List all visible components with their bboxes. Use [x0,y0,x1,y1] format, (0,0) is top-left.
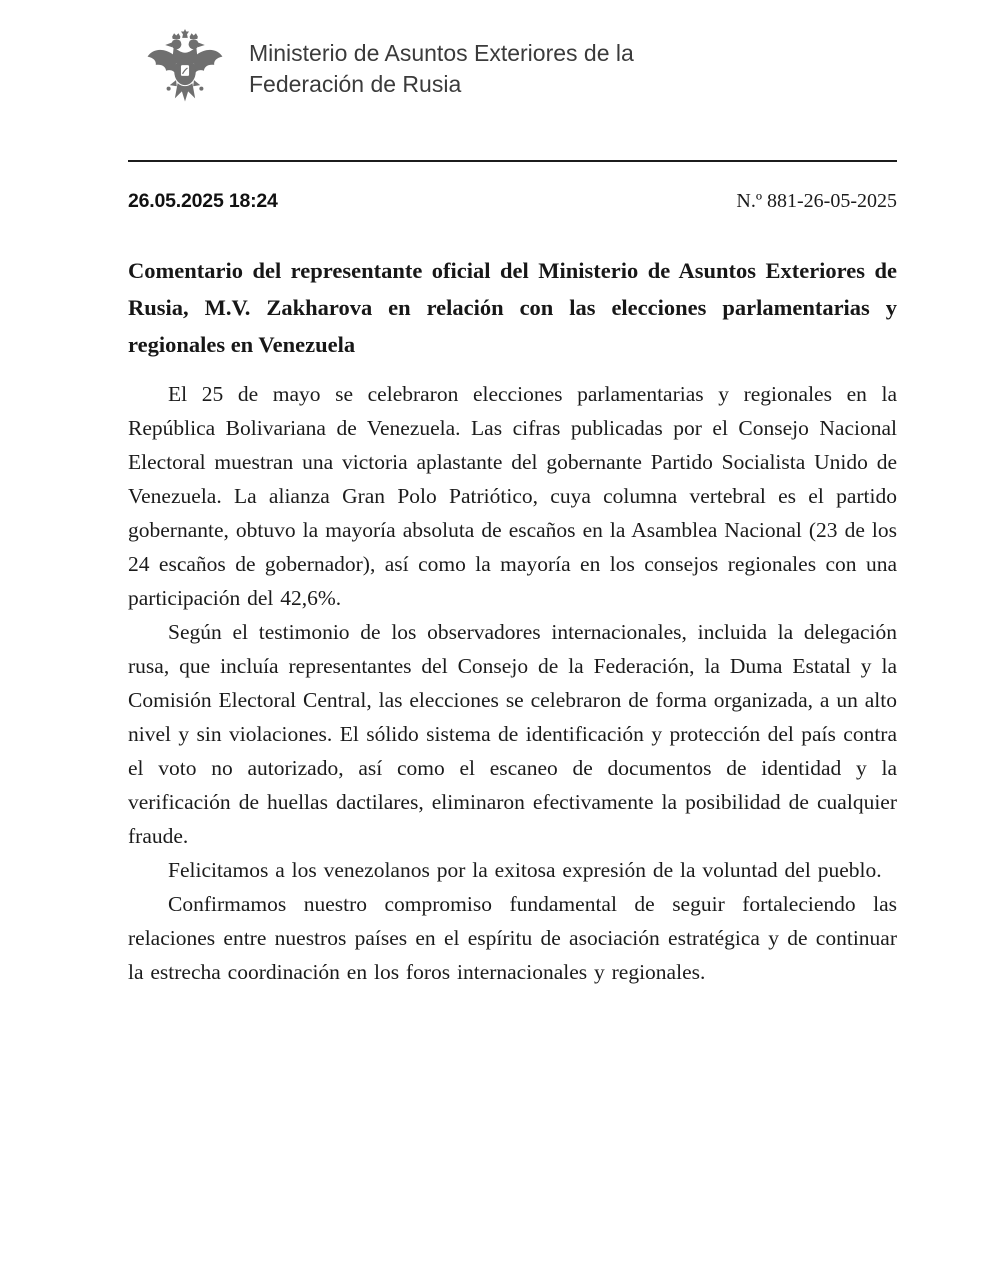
article-title: Comentario del representante oficial del Ministerio de Asuntos Exteriores de Rusia, M.V. Zakharova en relación con las elecciones parlamentarias y regionales en Venezuela [128,258,897,357]
org-name [249,38,634,100]
article-paragraph: Felicitamos a los venezolanos por la exitosa expresión de la voluntad del pueblo. [168,858,882,882]
article-paragraph: El 25 de mayo se celebraron elecciones parlamentarias y regionales en la República Bolivariana de Venezuela. Las cifras publicadas por el Consejo Nacional Electoral muestran una victoria aplastante del gobernante Partido Socialista Unido de Venezuela. La alianza Gran Polo Patriótico, cuya columna vertebral es el partido gobernante, obtuvo la mayoría absoluta de escaños en la Asamblea Nacional (23 de los 24 escaños de gobernador), así como la mayoría en los consejos regionales con una participación del 42,6%. [128,382,897,610]
article-paragraph: Confirmamos nuestro compromiso fundamental de seguir fortaleciendo las relaciones entre nuestros países en el espíritu de asociación estratégica y de continuar la estrecha coordinación en los foros internacionales y regionales. [128,892,897,984]
org-name-line2: Federación de Rusia [249,71,462,97]
press-release-article [128,252,897,989]
org-name-line1: Ministerio de Asuntos Exteriores de la [249,40,634,66]
ministry-logo [146,28,224,122]
article-paragraph: Según el testimonio de los observadores internacionales, incluida la delegación rusa, que incluía representantes del Consejo de la Federación, la Duma Estatal y la Comisión Electoral Central, las elecciones se celebraron de forma organizada, a un alto nivel y sin violaciones. El sólido sistema de identificación y protección del país contra el voto no autorizado, así como el escaneo de documentos de identidad y la verificación de huellas dactilares, eliminaron efectivamente la posibilidad de cualquier fraude. [128,620,897,848]
meta-row [128,190,897,213]
document-datetime: 26.05.2025 18:24 [128,190,278,212]
document-reference-number: N.º 881-26-05-2025 [736,190,897,212]
double-headed-eagle-icon [146,109,224,126]
header-divider [128,160,897,162]
